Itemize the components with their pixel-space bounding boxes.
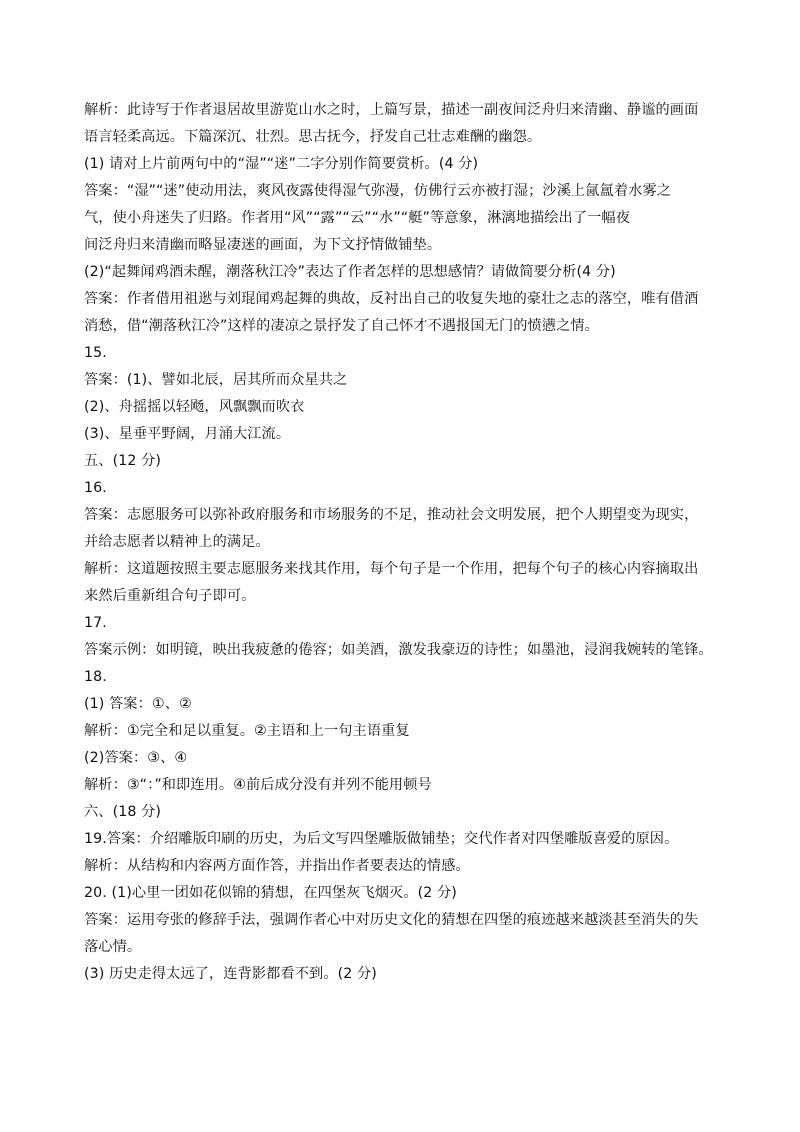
text-line: 答案：志愿服务可以弥补政府服务和市场服务的不足，推动社会文明发展，把个人期望变为现实， [84,507,699,523]
text-line: 16. [84,480,107,496]
text-line: (2)“起舞闻鸡酒未醒，潮落秋江冷”表达了作者怎样的思想感情？请做简要分析(4 分) [84,264,616,280]
text-line: 答案：(1)、譬如北辰，居其所而众星共之 [84,372,348,388]
text-line: (1) 请对上片前两句中的“湿”“迷”二字分别作简要赏析。(4 分) [84,156,479,172]
text-line: 解析：此诗写于作者退居故里游览山水之时，上篇写景，描述一副夜间泛舟归来清幽、静谧的画面 [84,102,699,118]
text-line: 解析：从结构和内容两方面作答，并指出作者要表达的情感。 [84,858,470,874]
text-line: (3)、星垂平野阔，月涌大江流。 [84,426,291,442]
text-line: 间泛舟归来清幽而略显凄迷的画面，为下文抒情做铺垫。 [84,237,442,253]
text-line: 并给志愿者以精神上的满足。 [84,534,270,550]
text-line: 答案：作者借用祖逖与刘琨闻鸡起舞的典故，反衬出自己的收复失地的豪壮之志的落空，唯有借酒 [84,291,699,307]
text-line: 解析：①完全和足以重复。②主语和上一句主语重复 [84,723,410,739]
text-line: 气，使小舟迷失了归路。作者用“风”“露”“云”“水”“艇”等意象，淋漓地描绘出了一幅夜 [84,210,630,226]
text-line: 解析：这道题按照主要志愿服务来找其作用，每个句子是一个作用，把每个句子的核心内容摘取出 [84,561,699,577]
text-line: 消愁，借“潮落秋江冷”这样的凄凉之景抒发了自己怀才不遇报国无门的愤懑之情。 [84,318,599,334]
text-line: 落心情。 [84,939,142,955]
text-line: 答案：“湿”“迷”使动用法，爽风夜露使得湿气弥漫，仿佛行云亦被打湿；沙溪上氤氲着水雾之 [84,183,672,199]
text-line: 来然后重新组合句子即可。 [84,588,256,604]
text-line: 答案示例：如明镜，映出我疲惫的倦容；如美酒，激发我豪迈的诗性；如墨池，浸润我婉转的笔锋。 [84,642,713,658]
text-line: 19.答案：介绍雕版印刷的历史，为后文写四堡雕版做铺垫；交代作者对四堡雕版喜爱的原因。 [84,831,679,847]
text-line: (2)答案：③、④ [84,750,188,766]
text-line: 六、(18 分) [84,804,161,820]
text-line: (2)、舟摇摇以轻飏，风飘飘而吹衣 [84,399,305,415]
text-line: (1) 答案：①、② [84,696,192,712]
text-line: 解析：③“：”和即连用。④前后成分没有并列不能用顿号 [84,777,432,793]
text-line: 15. [84,345,107,361]
text-line: (3) 历史走得太远了，连背影都看不到。(2 分) [84,966,377,982]
text-line: 17. [84,615,107,631]
text-line: 语言轻柔高远。下篇深沉、壮烈。思古抚今，抒发自己壮志难酬的幽怨。 [84,129,542,145]
text-line: 18. [84,669,107,685]
text-line: 答案：运用夸张的修辞手法，强调作者心中对历史文化的猜想在四堡的痕迹越来越淡甚至消失的失 [84,912,699,928]
text-line: 五、(12 分) [84,453,161,469]
text-line: 20. (1)心里一团如花似锦的猜想，在四堡灰飞烟灭。(2 分) [84,885,457,901]
